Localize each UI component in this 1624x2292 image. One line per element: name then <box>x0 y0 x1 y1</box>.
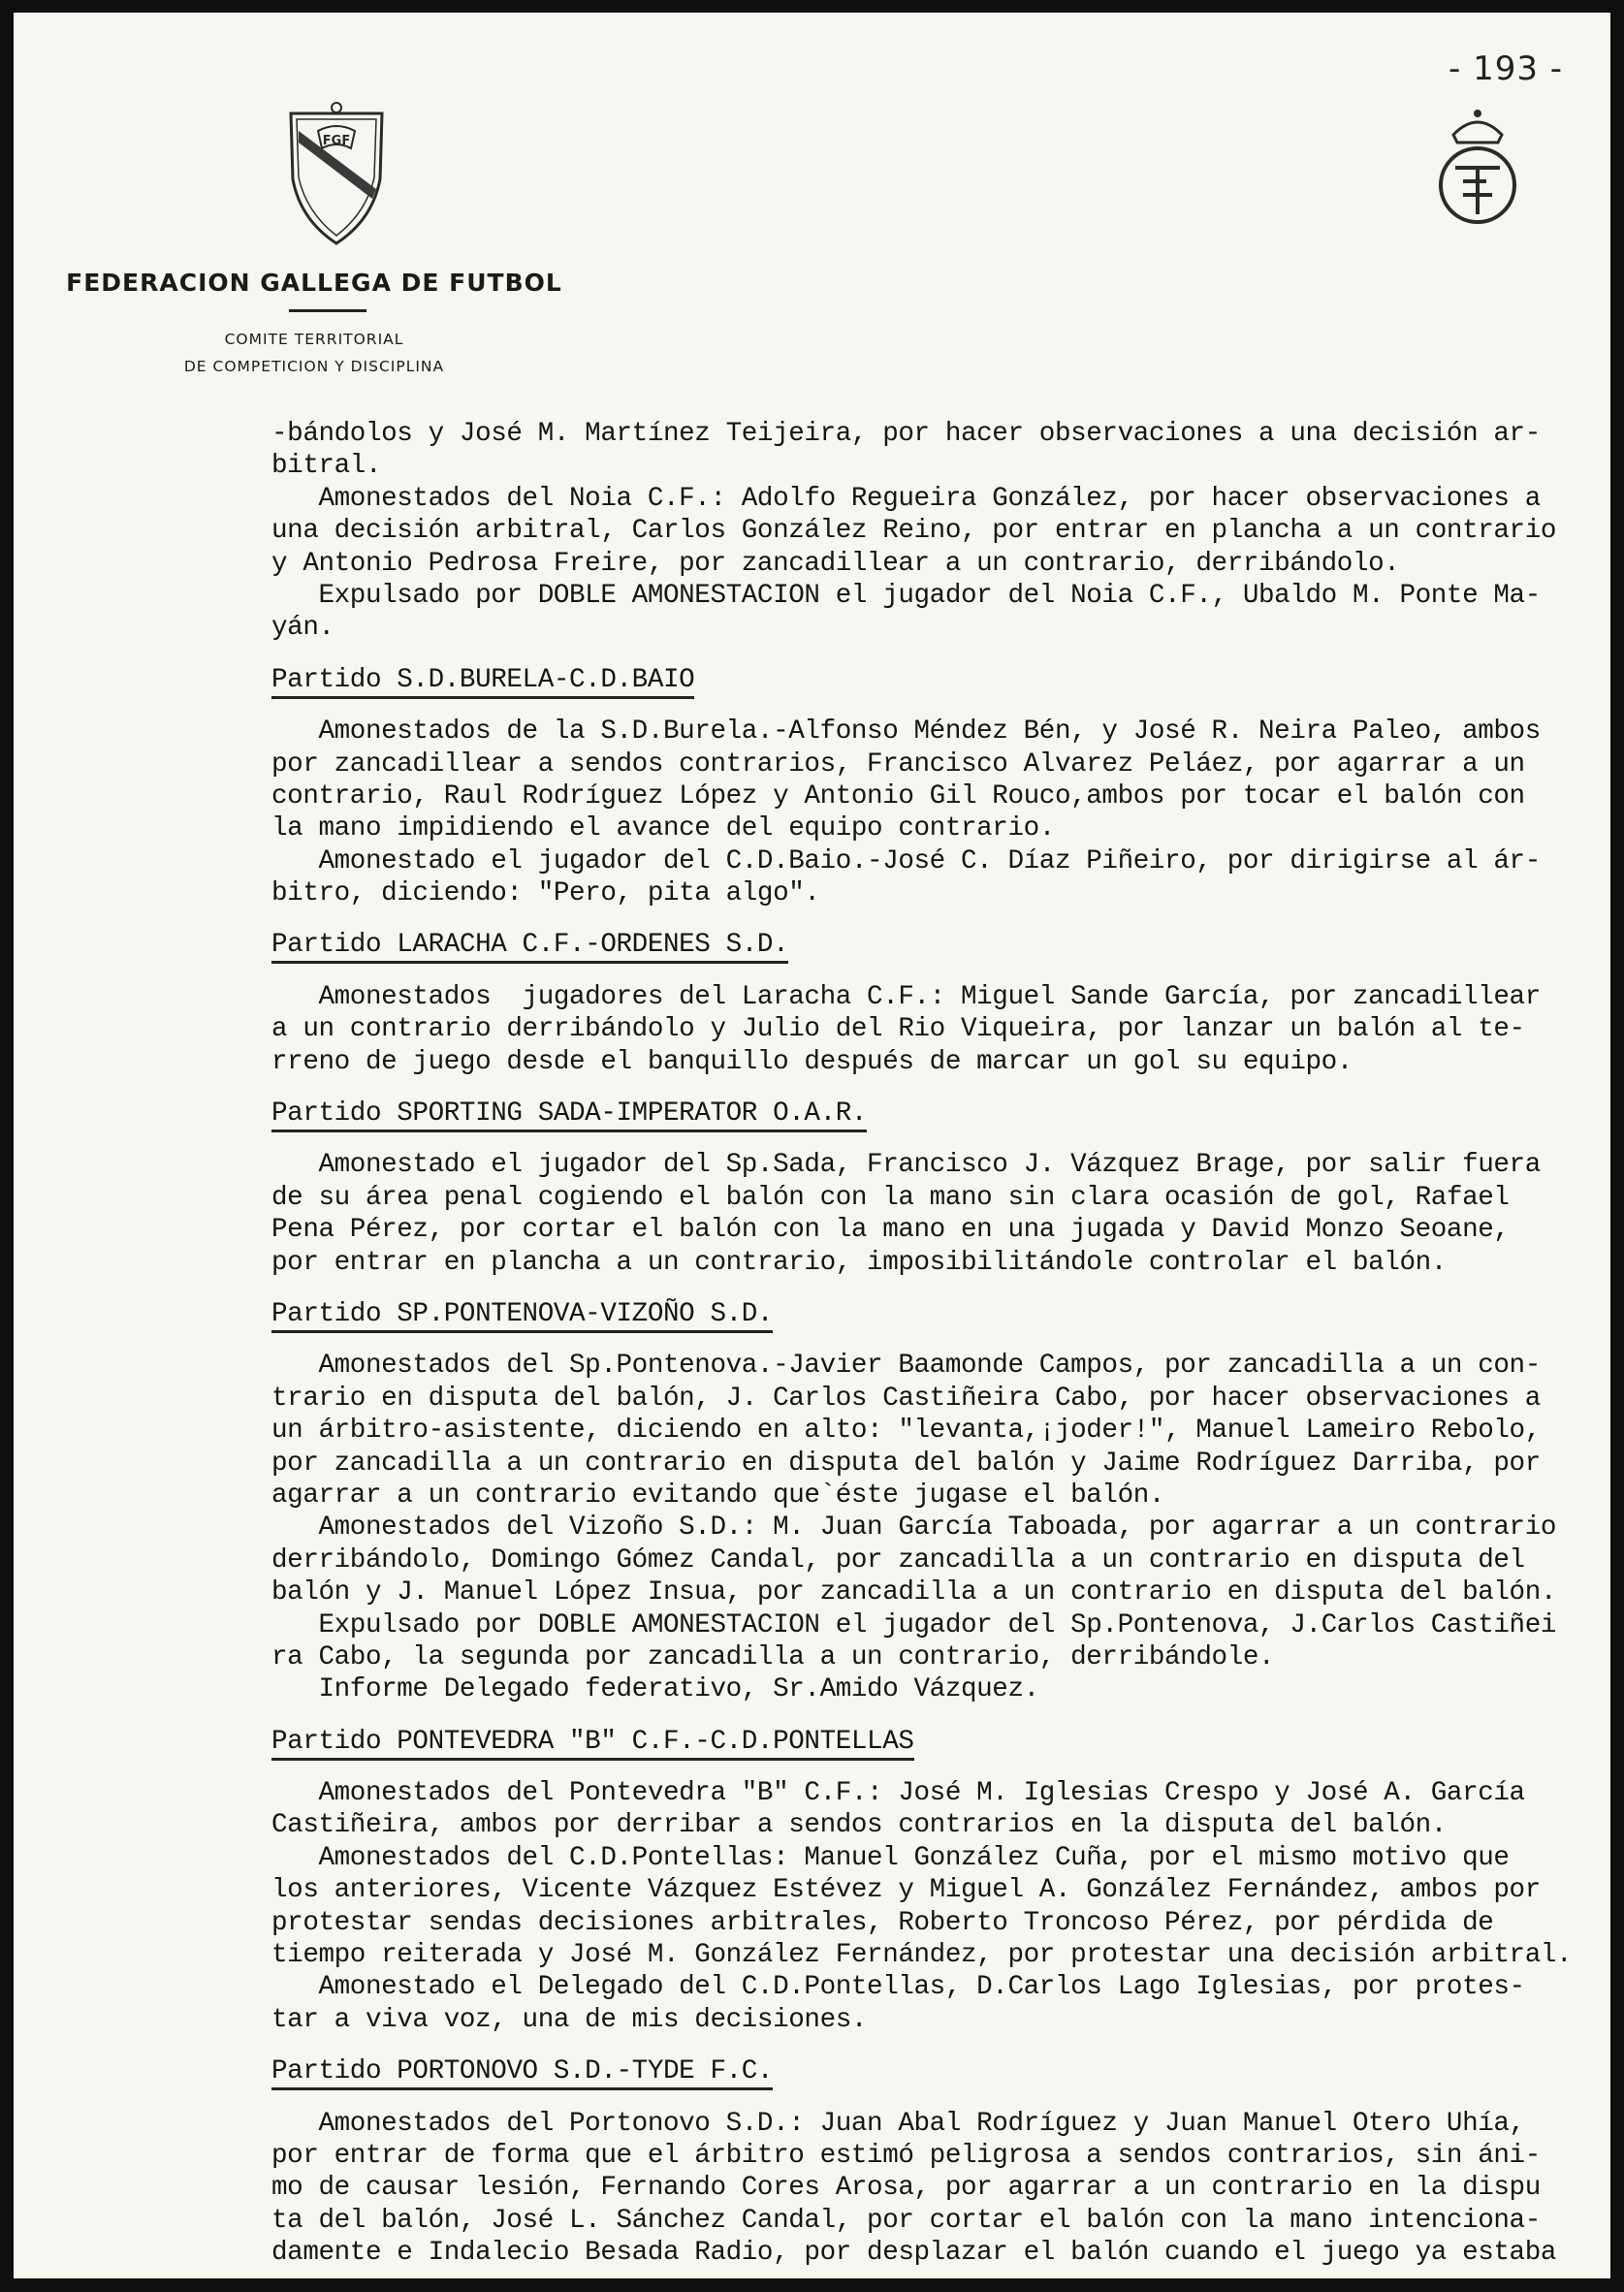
body-line: Amonestados del Sp.Pontenova.-Javier Baamonde Campos, por zancadilla a un con- <box>271 1351 1541 1382</box>
body-line: Amonestado el jugador del C.D.Baio.-José C. Díaz Piñeiro, por dirigirse al ár- <box>271 845 1541 876</box>
body-line: los anteriores, Vicente Vázquez Estévez y Miguel A. González Fernández, ambos por <box>271 1875 1541 1906</box>
body-line: Amonestados del Vizoño S.D.: M. Juan García Taboada, por agarrar a un contrario <box>271 1512 1557 1544</box>
body-line: balón y J. Manuel López Insua, por zancadilla a un contrario en disputa del balón. <box>271 1577 1557 1608</box>
document-body <box>271 418 1610 2270</box>
body-line: derribándolo, Domingo Gómez Candal, por zancadilla a un contrario en disputa del <box>271 1544 1525 1576</box>
body-line: una decisión arbitral, Carlos González Reino, por entrar en plancha a un contrario <box>271 516 1557 547</box>
match-title: Partido PORTONOVO S.D.-TYDE F.C. <box>271 2056 773 2090</box>
body-line: por zancadillear a sendos contrarios, Francisco Alvarez Peláez, por agarrar a un <box>271 748 1525 780</box>
match-heading <box>271 664 1610 696</box>
match-heading <box>271 1298 1610 1330</box>
page-number: - 193 - <box>1449 49 1564 88</box>
body-line: Expulsado por DOBLE AMONESTACION el jugador del Sp.Pontenova, J.Carlos Castiñei <box>271 1609 1557 1640</box>
document-page <box>14 13 1610 2278</box>
body-line: Pena Pérez, por cortar el balón con la mano en una jugada y David Monzo Seoane, <box>271 1215 1510 1246</box>
match-heading <box>271 2055 1610 2087</box>
body-line: Amonestados jugadores del Laracha C.F.: Miguel Sande García, por zancadillear <box>271 981 1541 1012</box>
body-line: bitro, diciendo: "Pero, pita algo". <box>271 878 820 909</box>
body-line: por entrar en plancha a un contrario, imposibilitándole controlar el balón. <box>271 1247 1447 1278</box>
body-line: rreno de juego desde el banquillo después de marcar un gol su equipo. <box>271 1046 1353 1077</box>
match-title: Partido S.D.BURELA-C.D.BAIO <box>271 665 694 699</box>
body-line: Informe Delegado federativo, Sr.Amido Vázquez. <box>271 1674 1039 1705</box>
body-line: trario en disputa del balón, J. Carlos Castiñeira Cabo, por hacer observaciones a <box>271 1383 1541 1414</box>
body-line: contrario, Raul Rodríguez López y Antonio Gil Rouco,ambos por tocar el balón con <box>271 780 1525 812</box>
match-heading <box>271 1726 1610 1758</box>
body-line: yán. <box>271 613 334 644</box>
body-line: ra Cabo, la segunda por zancadilla a un contrario, derribándole. <box>271 1641 1275 1672</box>
body-line: protestar sendas decisiones arbitrales, Roberto Troncoso Pérez, por pérdida de <box>271 1907 1494 1938</box>
match-title: Partido SP.PONTENOVA-VIZOÑO S.D. <box>271 1299 773 1333</box>
committee-name-line2: DE COMPETICION Y DISCIPLINA <box>183 358 445 375</box>
header-divider <box>289 309 366 312</box>
organization-name: FEDERACION GALLEGA DE FUTBOL <box>66 269 562 297</box>
committee-name-line1: COMITE TERRITORIAL <box>224 331 404 348</box>
match-title: Partido PONTEVEDRA "B" C.F.-C.D.PONTELLAS <box>271 1727 914 1761</box>
body-line: Amonestado el Delegado del C.D.Pontellas, D.Carlos Lago Iglesias, por protes- <box>271 1972 1525 2003</box>
match-heading <box>271 1098 1610 1130</box>
body-line: Castiñeira, ambos por derribar a sendos contrarios en la disputa del balón. <box>271 1810 1447 1841</box>
body-line: Amonestados de la S.D.Burela.-Alfonso Méndez Bén, y José R. Neira Paleo, ambos <box>271 716 1541 748</box>
match-title: Partido SPORTING SADA-IMPERATOR O.A.R. <box>271 1098 867 1132</box>
body-line: mo de causar lesión, Fernando Cores Arosa, por agarrar a un contrario en la dispu <box>271 2173 1541 2204</box>
body-line: la mano impidiendo el avance del equipo contrario. <box>271 813 1055 844</box>
body-line: -bándolos y José M. Martínez Teijeira, por hacer observaciones a una decisión ar- <box>271 419 1541 449</box>
body-line: Amonestados del Portonovo S.D.: Juan Abal Rodríguez y Juan Manuel Otero Uhía, <box>271 2108 1525 2139</box>
body-line: Amonestados del C.D.Pontellas: Manuel González Cuña, por el mismo motivo que <box>271 1842 1510 1873</box>
match-heading <box>271 929 1610 961</box>
galician-football-federation-shield-icon <box>283 102 390 247</box>
spanish-football-federation-crest-icon <box>1434 100 1521 236</box>
body-line: por entrar de forma que el árbitro estimó peligrosa a sendos contrarios, sin áni- <box>271 2140 1541 2171</box>
body-line: a un contrario derribándolo y Julio del Rio Viqueira, por lanzar un balón al te- <box>271 1014 1525 1045</box>
body-line: de su área penal cogiendo el balón con la mano sin clara ocasión de gol, Rafael <box>271 1182 1510 1213</box>
body-line: un árbitro-asistente, diciendo en alto: "levanta,¡joder!", Manuel Lameiro Rebolo, <box>271 1416 1541 1447</box>
body-line: damente e Indalecio Besada Radio, por desplazar el balón cuando el juego ya estaba <box>271 2238 1557 2269</box>
body-line: bitral. <box>271 451 382 482</box>
body-line: Amonestados del Pontevedra "B" C.F.: José M. Iglesias Crespo y José A. García <box>271 1778 1525 1809</box>
body-line: Amonestado el jugador del Sp.Sada, Francisco J. Vázquez Brage, por salir fuera <box>271 1150 1541 1181</box>
body-line: por zancadilla a un contrario en disputa del balón y Jaime Rodríguez Darriba, por <box>271 1448 1541 1479</box>
body-line: tiempo reiterada y José M. González Fernández, por protestar una decisión arbitral. <box>271 1940 1573 1971</box>
body-line: Amonestados del Noia C.F.: Adolfo Regueira González, por hacer observaciones a <box>271 483 1541 514</box>
body-line: Expulsado por DOBLE AMONESTACION el jugador del Noia C.F., Ubaldo M. Ponte Ma- <box>271 580 1541 611</box>
body-line: agarrar a un contrario evitando que`éste jugase el balón. <box>271 1480 1165 1511</box>
body-line: tar a viva voz, una de mis decisiones. <box>271 2004 868 2035</box>
body-line: ta del balón, José L. Sánchez Candal, por cortar el balón con la mano intenciona- <box>271 2205 1541 2236</box>
match-title: Partido LARACHA C.F.-ORDENES S.D. <box>271 930 788 964</box>
svg-text:FGF: FGF <box>322 134 351 148</box>
body-line: y Antonio Pedrosa Freire, por zancadillear a un contrario, derribándolo. <box>271 548 1400 579</box>
